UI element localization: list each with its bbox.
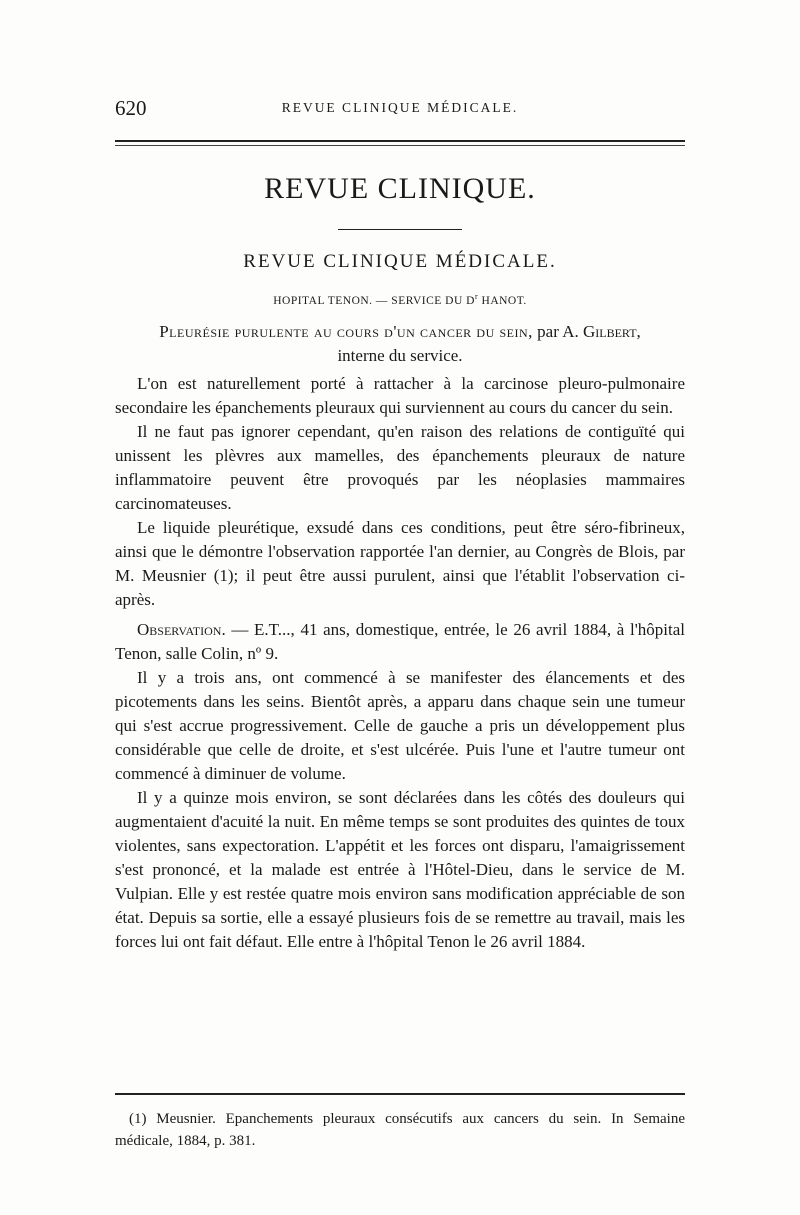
footnote [115,1108,685,1152]
page-number: 620 [115,96,147,120]
article-title: Pleurésie purulente au cours d'un cancer du sein, par A. Gilbert, interne du service. [159,322,641,365]
paragraph: Il y a quinze mois environ, se sont déclarées dans les côtés des douleurs qui augmentaient d'acuité la nuit. En même temps se sont produites des quintes de toux violentes, sans expectoration. L'appétit et les forces ont disparu, l'amaigrissement s'est prononcé, et la malade est entrée à l'Hôtel-Dieu, dans le service de M. Vulpian. Elle y est restée quatre mois environ sans modification appréciable de son état. Depuis sa sortie, elle a essayé plusieurs fois de se remettre au travail, mais les forces lui ont fait défaut. Elle entre à l'hôpital Tenon le 26 avril 1884. [115,788,685,951]
running-head [115,96,685,122]
observation-heading: Observation. — E.T..., 41 ans, domestique, entrée, le 26 avril 1884, à l'hôpital Tenon, salle Colin, nº 9. [115,620,685,663]
title-rule [338,229,462,230]
section-title: REVUE CLINIQUE. [264,172,536,205]
hospital-line: HOPITAL TENON. — SERVICE DU $D^r$ HANOT. [273,292,527,307]
paragraph: L'on est naturellement porté à rattacher à la carcinose pleuro-pulmonaire secondaire les épanchements pleuraux qui surviennent au cours du cancer du sein. [115,374,685,417]
paragraph: Il ne faut pas ignorer cependant, qu'en raison des relations de contiguïté qui unissent les plèvres aux mamelles, des épanchements pleuraux de nature inflammatoire peuvent être provoqués par les néoplasies mammaires carcinomateuses. [115,422,685,513]
paragraph: Le liquide pleurétique, exsudé dans ces conditions, peut être séro-fibrineux, ainsi que le démontre l'observation rapportée l'an dernier, au Congrès de Blois, par M. Meusnier (1); il peut être aussi purulent, ainsi que l'établit l'observation ci-après. [115,518,685,609]
running-title: REVUE CLINIQUE MÉDICALE. [281,100,519,115]
header-rule-thin [115,145,685,146]
header-rule [115,140,685,142]
author-role: interne du service. [337,346,463,365]
article-body [115,372,685,954]
footnote-text: (1) Meusnier. Epanchements pleuraux consécutifs aux cancers du sein. In Semaine médicale, 1884, p. 381. [115,1111,685,1149]
observation-label: Observation. [137,620,226,639]
paragraph: Il y a trois ans, ont commencé à se manifester des élancements et des picotements dans les seins. Bientôt après, a apparu dans chaque sein une tumeur qui s'est accrue progressivement. Celle de gauche a pris un développement plus considérable que celle de droite, et s'est ulcérée. Puis l'une et l'autre tumeur ont commencé à diminuer de volume. [115,668,685,783]
article-title-text: Pleurésie purulente au cours d'un cancer du sein, [159,322,533,341]
author-name: Gilbert, [582,322,641,341]
footnote-rule [115,1093,685,1095]
sub-title: REVUE CLINIQUE MÉDICALE. [243,251,557,272]
